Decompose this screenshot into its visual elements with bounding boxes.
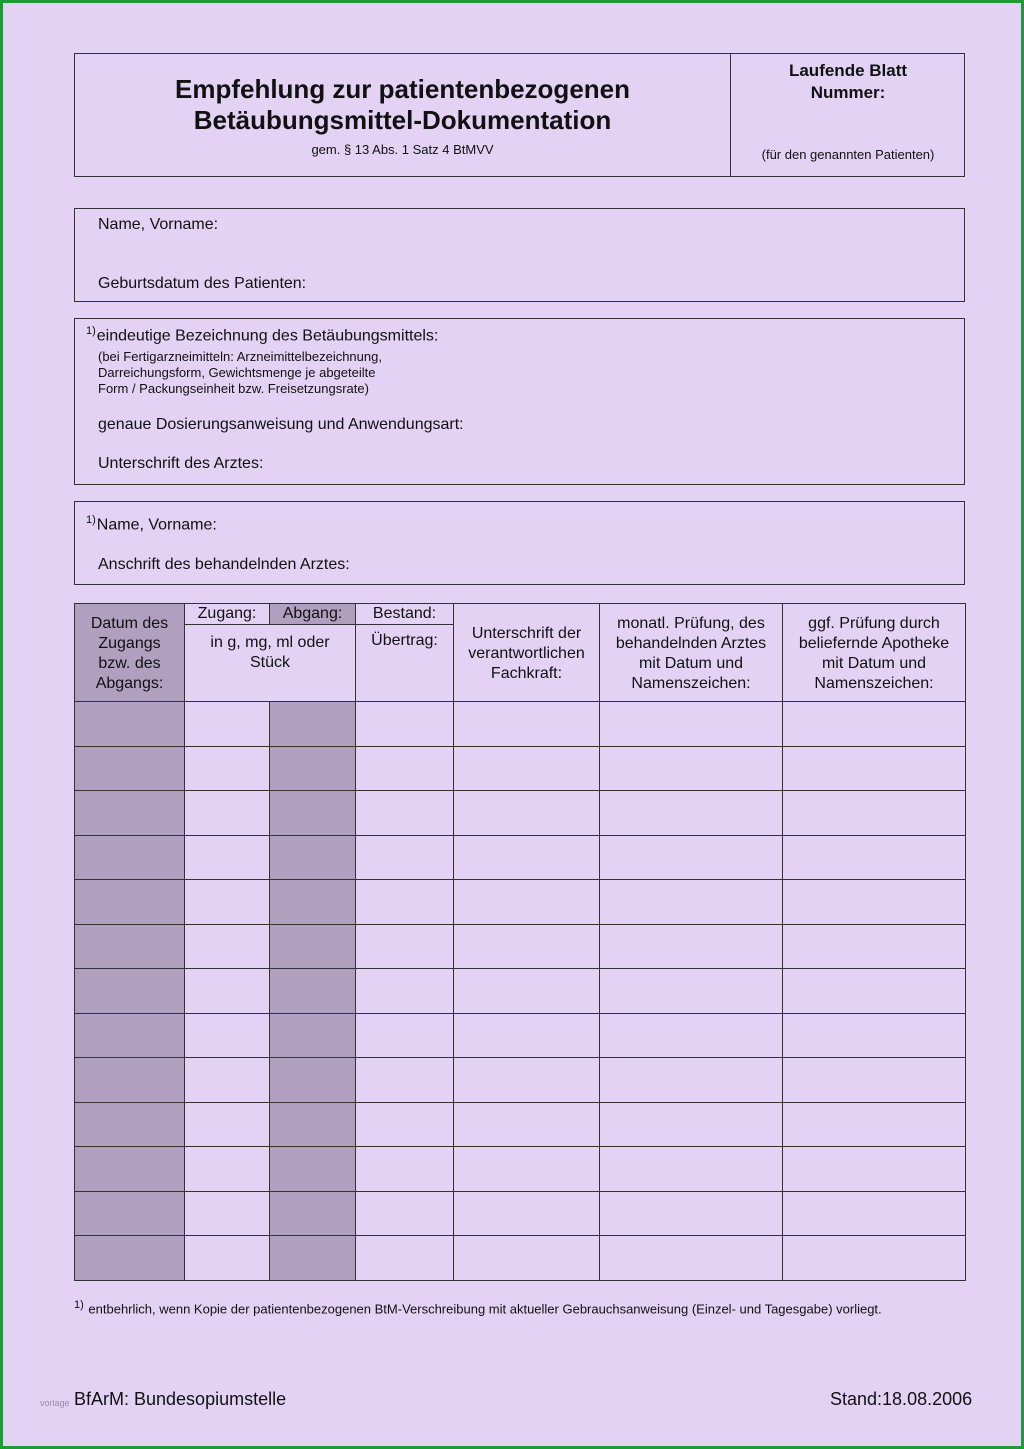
doctor-box[interactable] [74, 501, 965, 585]
table-cell[interactable] [75, 835, 185, 880]
footnote-mark: 1) [74, 1299, 84, 1311]
col-header-pharmacy-check [783, 604, 966, 702]
drug-designation-label [86, 325, 438, 345]
col-pharm-line: mit Datum und [821, 655, 927, 672]
sheet-number-note: (für den genannten Patienten) [761, 147, 935, 162]
table-cell[interactable] [454, 835, 600, 880]
table-cell[interactable] [783, 1102, 966, 1147]
watermark: vorlage [40, 1398, 70, 1408]
table-cell[interactable] [454, 746, 600, 791]
table-cell[interactable] [454, 1236, 600, 1281]
col-check-line: Namenszeichen: [631, 675, 751, 692]
sheet-label-line-1: Laufende Blatt [788, 61, 908, 80]
table-cell[interactable] [600, 791, 783, 836]
dosage-label: genaue Dosierungsanweisung und Anwendungsart: [98, 416, 464, 433]
table-cell[interactable] [454, 1147, 600, 1192]
table-cell[interactable] [356, 1236, 454, 1281]
table-cell[interactable] [270, 1147, 356, 1192]
col-header-out: Abgang: [270, 604, 356, 625]
table-cell[interactable] [75, 1236, 185, 1281]
patient-box[interactable] [74, 208, 965, 302]
doctor-name-label [86, 514, 217, 534]
col-check-line: monatl. Prüfung, des [617, 615, 765, 632]
table-cell[interactable] [600, 746, 783, 791]
footnote-text: entbehrlich, wenn Kopie der patientenbezogenen BtM-Verschreibung mit aktueller Gebrauchsanweisung (Einzel- und Tagesgabe) vorliegt. [88, 1301, 882, 1317]
table-row [75, 1236, 966, 1281]
table-cell[interactable] [454, 791, 600, 836]
table-row [75, 835, 966, 880]
doctor-name-text: Name, Vorname: [96, 516, 217, 534]
table-cell[interactable] [600, 1147, 783, 1192]
table-cell[interactable] [356, 791, 454, 836]
authority-name: BfArM: Bundesopiumstelle [74, 1389, 287, 1409]
col-date-line: Abgangs: [95, 675, 164, 692]
table-cell[interactable] [783, 1147, 966, 1192]
table-cell[interactable] [185, 1236, 270, 1281]
drug-designation-note [98, 349, 382, 397]
col-units-line: in g, mg, ml oder [210, 634, 330, 651]
table-cell[interactable] [270, 1013, 356, 1058]
drug-designation-text: eindeutige Bezeichnung des Betäubungsmittels: [96, 327, 439, 345]
table-cell[interactable] [185, 1102, 270, 1147]
footnote-mark: 1) [86, 514, 96, 526]
table-cell[interactable] [356, 746, 454, 791]
table-cell[interactable] [356, 1102, 454, 1147]
table-cell[interactable] [270, 1102, 356, 1147]
table-cell[interactable] [356, 924, 454, 969]
col-sig-line: verantwortlichen [468, 645, 585, 662]
table-row [75, 746, 966, 791]
drug-note-line-3: Form / Packungseinheit bzw. Freisetzungsrate) [98, 381, 369, 396]
col-header-signature [454, 604, 600, 702]
table-row [75, 969, 966, 1014]
table-cell[interactable] [185, 791, 270, 836]
table-cell[interactable] [783, 924, 966, 969]
table-cell[interactable] [600, 924, 783, 969]
table-cell[interactable] [75, 1013, 185, 1058]
table-cell[interactable] [75, 1191, 185, 1236]
form-title [75, 74, 730, 136]
table-cell[interactable] [75, 880, 185, 925]
patient-birthdate-label: Geburtsdatum des Patienten: [98, 275, 307, 292]
col-header-in: Zugang: [185, 604, 270, 625]
table-row [75, 1191, 966, 1236]
col-date-line: Zugangs [98, 635, 161, 652]
table-cell[interactable] [600, 1102, 783, 1147]
title-line-2: Betäubungsmittel-Dokumentation [193, 105, 612, 135]
table-cell[interactable] [75, 791, 185, 836]
table-row [75, 924, 966, 969]
table-cell[interactable] [356, 969, 454, 1014]
table-cell[interactable] [356, 702, 454, 747]
table-cell[interactable] [454, 1013, 600, 1058]
col-check-line: behandelnden Arztes [615, 635, 767, 652]
col-header-date [75, 604, 185, 702]
table-cell[interactable] [356, 1058, 454, 1103]
table-cell[interactable] [783, 791, 966, 836]
col-date-line: bzw. des [98, 655, 161, 672]
table-cell[interactable] [600, 1191, 783, 1236]
table-cell[interactable] [783, 1058, 966, 1103]
table-row [75, 791, 966, 836]
table-row [75, 1058, 966, 1103]
table-cell[interactable] [356, 1147, 454, 1192]
table-cell[interactable] [185, 835, 270, 880]
col-pharm-line: Namenszeichen: [814, 675, 934, 692]
col-header-doctor-check [600, 604, 783, 702]
revision-date: Stand:18.08.2006 [830, 1389, 973, 1409]
table-cell[interactable] [454, 1058, 600, 1103]
table-cell[interactable] [270, 746, 356, 791]
patient-name-label: Name, Vorname: [98, 216, 219, 233]
table-row [75, 1147, 966, 1192]
table-cell[interactable] [270, 702, 356, 747]
table-cell[interactable] [75, 969, 185, 1014]
table-cell[interactable] [75, 746, 185, 791]
table-cell[interactable] [454, 969, 600, 1014]
col-date-line: Datum des [90, 615, 169, 632]
table-cell[interactable] [600, 969, 783, 1014]
drug-box[interactable] [74, 318, 965, 485]
table-cell[interactable] [75, 924, 185, 969]
table-cell[interactable] [270, 791, 356, 836]
drug-note-line-1: (bei Fertigarzneimitteln: Arzneimittelbezeichnung, [98, 349, 382, 364]
table-cell[interactable] [454, 1191, 600, 1236]
col-header-stock: Bestand: [356, 604, 454, 625]
table-cell[interactable] [600, 1013, 783, 1058]
table-cell[interactable] [783, 746, 966, 791]
table-cell[interactable] [454, 1102, 600, 1147]
table-cell[interactable] [783, 880, 966, 925]
table-cell[interactable] [600, 835, 783, 880]
table-cell[interactable] [270, 924, 356, 969]
footnote [74, 1299, 882, 1316]
table-cell[interactable] [185, 1147, 270, 1192]
col-header-units [185, 625, 356, 702]
table-cell[interactable] [270, 969, 356, 1014]
col-check-line: mit Datum und [638, 655, 744, 672]
table-row [75, 880, 966, 925]
table-cell[interactable] [185, 702, 270, 747]
table-cell[interactable] [783, 835, 966, 880]
doctor-signature-label: Unterschrift des Arztes: [98, 455, 264, 472]
table-cell[interactable] [270, 1058, 356, 1103]
col-pharm-line: beliefernde Apotheke [798, 635, 950, 652]
table-cell[interactable] [600, 702, 783, 747]
table-cell[interactable] [600, 1058, 783, 1103]
table-cell[interactable] [185, 1013, 270, 1058]
table-cell[interactable] [783, 702, 966, 747]
table-cell[interactable] [75, 1058, 185, 1103]
table-cell[interactable] [356, 880, 454, 925]
table-cell[interactable] [270, 1191, 356, 1236]
table-row [75, 1013, 966, 1058]
header-box [74, 53, 965, 177]
doctor-address-label: Anschrift des behandelnden Arztes: [98, 556, 350, 573]
table-cell[interactable] [454, 924, 600, 969]
table-cell[interactable] [185, 969, 270, 1014]
table-cell[interactable] [270, 880, 356, 925]
table-cell[interactable] [185, 746, 270, 791]
table-cell[interactable] [600, 880, 783, 925]
table-cell[interactable] [356, 1013, 454, 1058]
table-cell[interactable] [454, 702, 600, 747]
table-cell[interactable] [185, 924, 270, 969]
table-cell[interactable] [75, 702, 185, 747]
sheet-label-line-2: Nummer: [810, 83, 886, 102]
col-sig-line: Fachkraft: [490, 665, 563, 682]
table-cell[interactable] [185, 1058, 270, 1103]
col-units-line: Stück [249, 654, 290, 671]
drug-note-line-2: Darreichungsform, Gewichtsmenge je abgeteilte [98, 365, 376, 380]
table-cell[interactable] [783, 1236, 966, 1281]
form-subtitle: gem. § 13 Abs. 1 Satz 4 BtMVV [311, 142, 494, 157]
sheet-number-label [730, 60, 966, 104]
table-cell[interactable] [600, 1236, 783, 1281]
table-cell[interactable] [75, 1147, 185, 1192]
table-row [75, 1102, 966, 1147]
table-cell[interactable] [356, 1191, 454, 1236]
table-cell[interactable] [270, 1236, 356, 1281]
col-header-carry: Übertrag: [356, 625, 454, 702]
table-cell[interactable] [185, 1191, 270, 1236]
table-cell[interactable] [783, 1191, 966, 1236]
table-cell[interactable] [75, 1102, 185, 1147]
table-cell[interactable] [454, 880, 600, 925]
inventory-table [74, 603, 966, 1281]
table-cell[interactable] [356, 835, 454, 880]
table-cell[interactable] [185, 880, 270, 925]
title-line-1: Empfehlung zur patientenbezogenen [174, 74, 630, 104]
table-cell[interactable] [783, 1013, 966, 1058]
table-cell[interactable] [270, 835, 356, 880]
table-row [75, 702, 966, 747]
table-body [75, 702, 966, 1281]
table-cell[interactable] [783, 969, 966, 1014]
footnote-mark: 1) [86, 325, 96, 337]
col-sig-line: Unterschrift der [471, 625, 582, 642]
col-pharm-line: ggf. Prüfung durch [808, 615, 940, 632]
